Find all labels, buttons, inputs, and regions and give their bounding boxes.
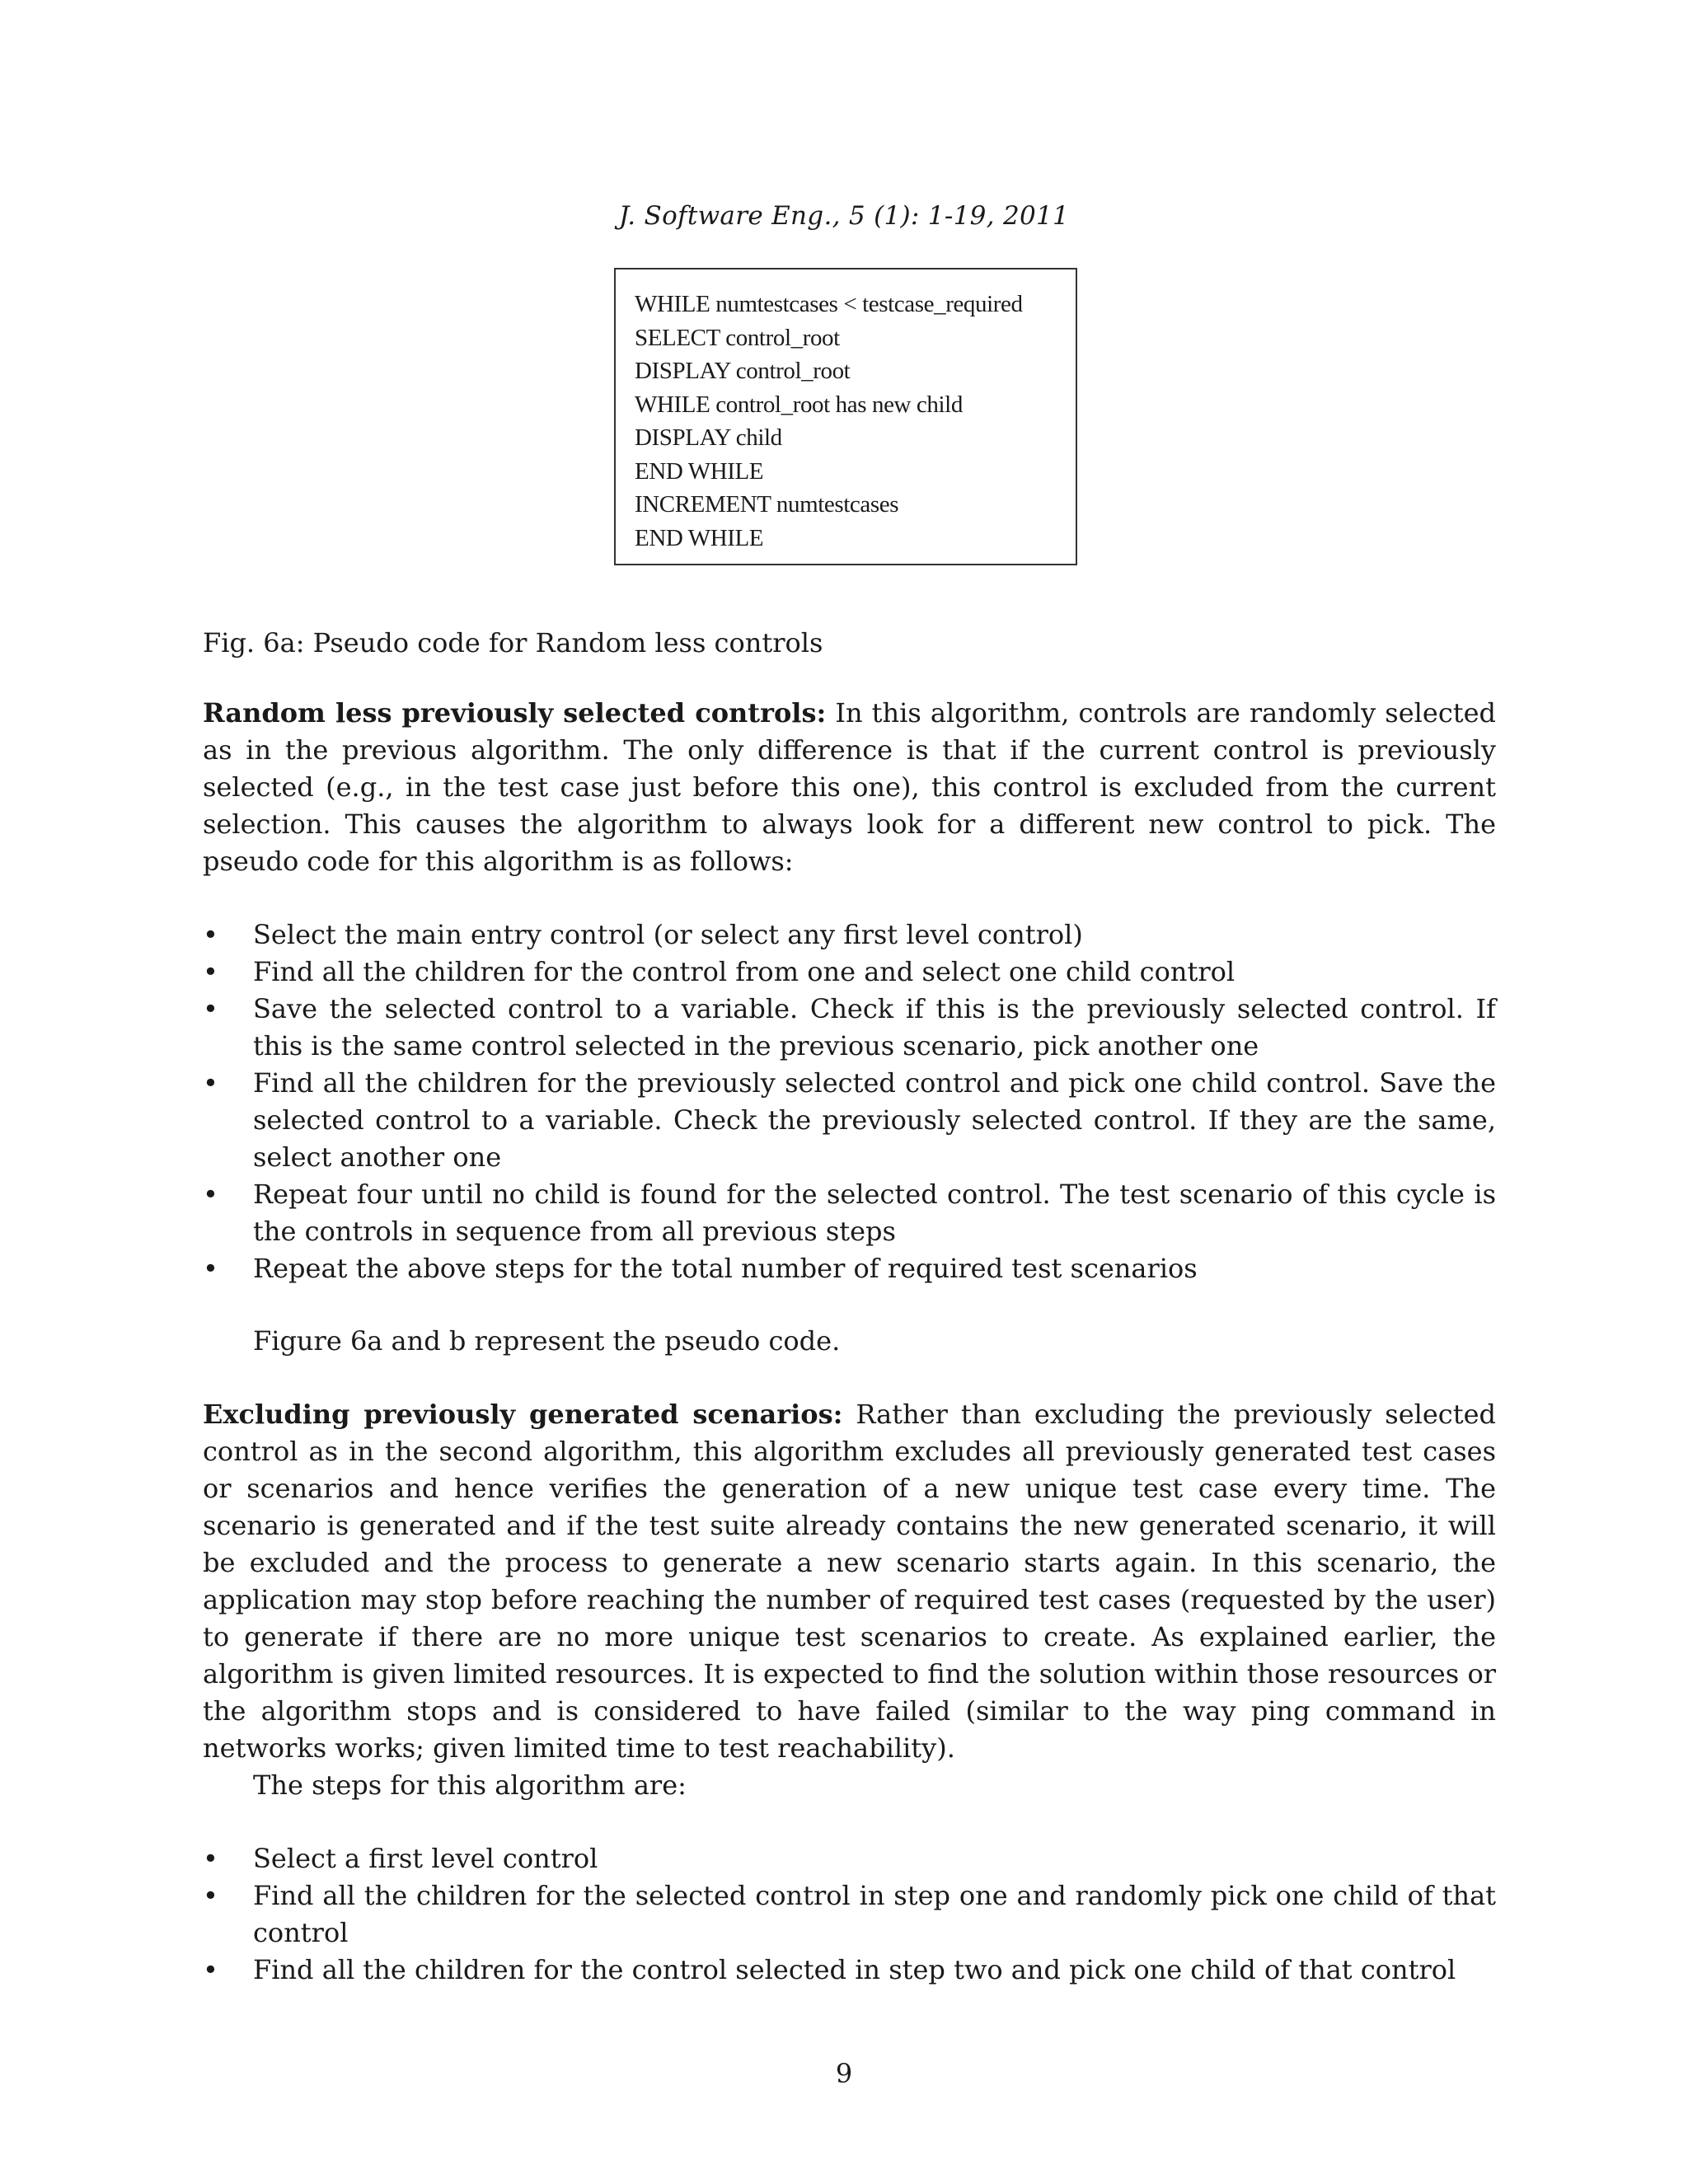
- code-line: SELECT control_root: [635, 324, 840, 351]
- code-line: END WHILE: [635, 457, 764, 485]
- list-item: • Find all the children for the selected control in step one and randomly pick one child of that control: [203, 1877, 1496, 1952]
- list-item: • Find all the children for the previously selected control and pick one child control. Save the selected control to a variable. Check the previously selected control. If they are the same, select another one: [203, 1065, 1496, 1176]
- bullet-icon: •: [203, 1880, 218, 1911]
- list-item: • Find all the children for the control from one and select one child control: [203, 954, 1496, 991]
- figure-caption: Fig. 6a: Pseudo code for Random less controls: [203, 627, 823, 658]
- code-line: WHILE numtestcases < testcase_required: [635, 291, 1023, 317]
- bullet-icon: •: [203, 1067, 218, 1099]
- list-item: • Select the main entry control (or select any first level control): [203, 916, 1496, 954]
- list-item: • Select a first level control: [203, 1840, 1496, 1877]
- section-body: Rather than excluding the previously selected control as in the second algorithm, this algorithm excludes all previously generated test cases or scenarios and hence verifies the generation of a new unique test case every time. The scenario is generated and if the test suite already contains the new generated scenario, it will be excluded and the process to generate a new scenario starts again. In this scenario, the application may stop before reaching the number of required test cases (requested by the user) to generate if there are no more unique test scenarios to create. As explained earlier, the algorithm is given limited resources. It is expected to find the solution within those resources or the algorithm stops and is considered to have failed (similar to the way ping command in networks works; given limited time to test reachability).: [203, 1399, 1497, 1764]
- bullet-icon: •: [203, 1843, 218, 1874]
- pseudo-code-box: [614, 268, 1077, 565]
- bullet-icon: •: [203, 1253, 218, 1284]
- code-line: DISPLAY child: [635, 424, 782, 451]
- code-line: INCREMENT numtestcases: [635, 491, 899, 518]
- bullet-icon: •: [203, 1954, 218, 1985]
- list-item: • Repeat the above steps for the total number of required test scenarios: [203, 1250, 1496, 1287]
- steps-intro: The steps for this algorithm are:: [253, 1769, 687, 1801]
- code-line: DISPLAY control_root: [635, 358, 851, 384]
- page-number: 9: [835, 2058, 853, 2089]
- code-line: END WHILE: [635, 524, 764, 551]
- figure-reference: Figure 6a and b represent the pseudo code.: [253, 1325, 841, 1357]
- list-item: • Repeat four until no child is found for the selected control. The test scenario of this cycle is the controls in sequence from all previous steps: [203, 1176, 1496, 1250]
- section-heading: Random less previously selected controls:: [203, 697, 827, 729]
- bullet-icon: •: [203, 956, 218, 987]
- section-heading: Excluding previously generated scenarios:: [203, 1399, 843, 1430]
- code-line: WHILE control_root has new child: [635, 391, 963, 418]
- section-random-less-paragraph: [203, 695, 1496, 880]
- section-excluding-paragraph: [203, 1396, 1496, 1767]
- section-body: In this algorithm, controls are randomly selected as in the previous algorithm. The only difference is that if the current control is previously selected (e.g., in the test case just before this one), this control is excluded from the current selection. This causes the algorithm to always look for a different new control to pick. The pseudo code for this algorithm is as follows:: [203, 697, 1497, 877]
- list-item: • Save the selected control to a variable. Check if this is the previously selected control. If this is the same control selected in the previous scenario, pick another one: [203, 991, 1496, 1065]
- bullet-icon: •: [203, 993, 218, 1024]
- bullet-icon: •: [203, 919, 218, 950]
- bullet-list-2: [203, 1840, 1496, 1989]
- bullet-icon: •: [203, 1179, 218, 1210]
- bullet-list-1: [203, 916, 1496, 1287]
- running-header: J. Software Eng., 5 (1): 1-19, 2011: [618, 201, 1070, 231]
- list-item: • Find all the children for the control selected in step two and pick one child of that control: [203, 1952, 1496, 1989]
